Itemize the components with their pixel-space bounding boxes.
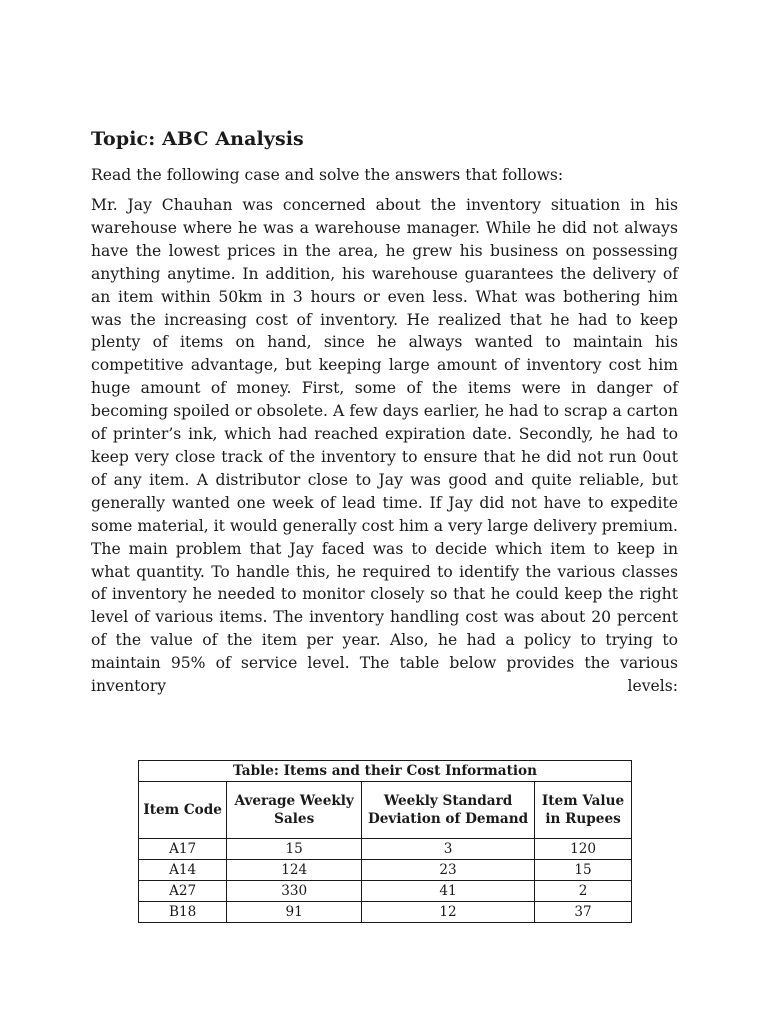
intro-text: Read the following case and solve the answers that follows: [91,166,564,184]
cell-weekly-std-deviation: 23 [362,860,535,881]
table-caption: Table: Items and their Cost Information [139,761,632,782]
cell-item-code: A17 [139,839,227,860]
cell-item-code: A27 [139,881,227,902]
cost-information-table [138,760,632,923]
cell-average-weekly-sales: 15 [227,839,362,860]
cell-item-code: B18 [139,902,227,923]
cell-item-value: 15 [535,860,632,881]
case-body-paragraph: Mr. Jay Chauhan was concerned about the inventory situation in his warehouse where he was a warehouse manager. While he did not always have the lowest prices in the area, he grew his business on possessing anything anytime. In addition, his warehouse guarantees the delivery of an item within 50km in 3 hours or even less. What was bothering him was the increasing cost of inventory. He realized that he had to keep plenty of items on hand, since he always wanted to maintain his competitive advantage, but keeping large amount of inventory cost him huge amount of money. First, some of the items were in danger of becoming spoiled or obsolete. A few days earlier, he had to scrap a carton of printer’s ink, which had reached expiration date. Secondly, he had to keep very close track of the inventory to ensure that he did not run 0out of any item. A distributor close to Jay was good and quite reliable, but generally wanted one week of lead time. If Jay did not have to expedite some material, it would generally cost him a very large delivery premium. The main problem that Jay faced was to decide which item to keep in what quantity. To handle this, he required to identify the various classes of inventory he needed to monitor closely so that he could keep the right level of various items. The inventory handling cost was about 20 percent of the value of the item per year. Also, he had a policy to trying to maintain 95% of service level. The table below provides the various inventory levels: [91,196,678,696]
table-row [139,839,632,860]
cell-weekly-std-deviation: 41 [362,881,535,902]
document-page [91,128,678,698]
table-row [139,881,632,902]
cell-average-weekly-sales: 124 [227,860,362,881]
header-weekly-std-deviation: Weekly Standard Deviation of Demand [362,782,535,839]
header-item-code: Item Code [139,782,227,839]
cell-average-weekly-sales: 330 [227,881,362,902]
table-row [139,860,632,881]
page-title: Topic: ABC Analysis [91,128,304,150]
cost-table-container [138,760,632,923]
table-row [139,902,632,923]
cell-item-code: A14 [139,860,227,881]
cell-average-weekly-sales: 91 [227,902,362,923]
cell-item-value: 37 [535,902,632,923]
header-item-value: Item Value in Rupees [535,782,632,839]
cell-item-value: 2 [535,881,632,902]
cell-weekly-std-deviation: 3 [362,839,535,860]
cell-item-value: 120 [535,839,632,860]
header-average-weekly-sales: Average Weekly Sales [227,782,362,839]
cell-weekly-std-deviation: 12 [362,902,535,923]
